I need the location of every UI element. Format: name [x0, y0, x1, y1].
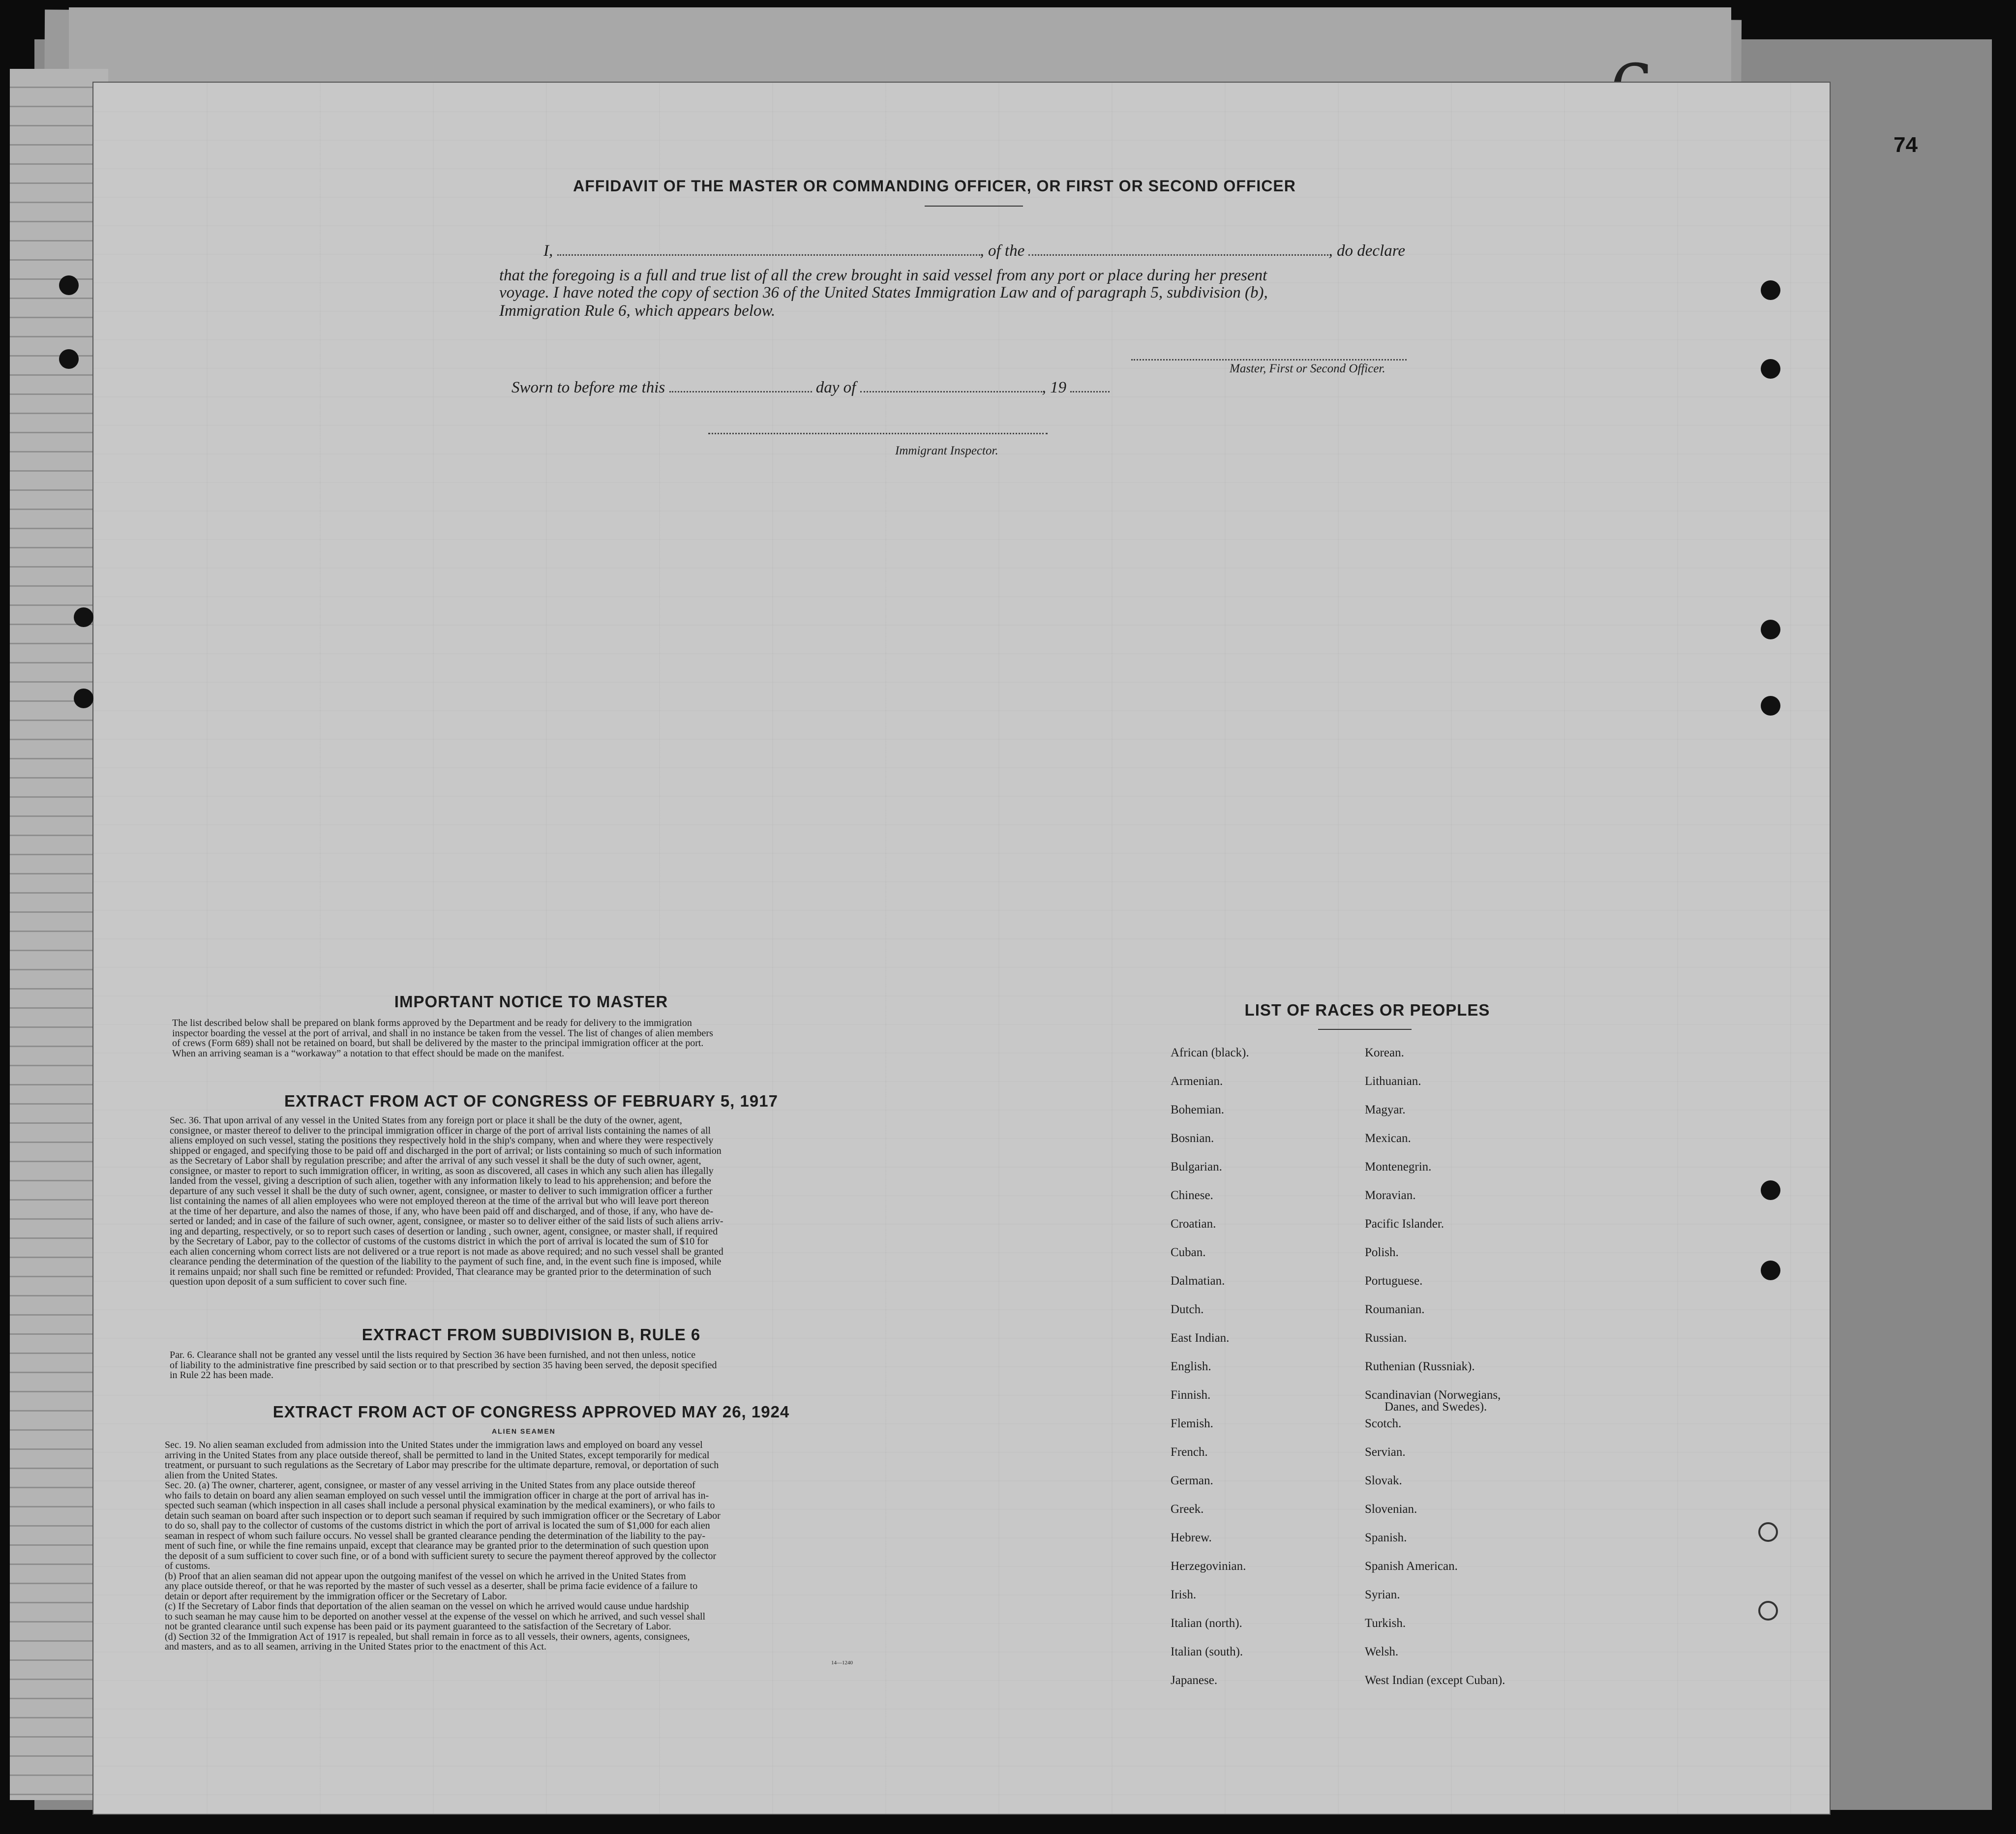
inspector-caption: Immigrant Inspector.: [895, 444, 998, 457]
race-entry: Roumanian.: [1365, 1303, 1425, 1316]
extract-rule6-title: EXTRACT FROM SUBDIVISION B, RULE 6: [361, 1325, 701, 1344]
sworn-label: Sworn to before me this: [512, 379, 665, 396]
extract-1917-line: consignee, or master thereof to deliver to the principal immigration officer in charge of the port of arrival lists containing the names of all: [170, 1125, 711, 1136]
race-entry: Scandinavian (Norwegians,: [1365, 1388, 1501, 1402]
extract-1917-line: aliens employed on such vessel, stating the positions they respectively hold in the ship's company, when and where they were respectively: [170, 1135, 714, 1146]
master-caption: Master, First or Second Officer.: [1230, 362, 1385, 375]
race-entry: Irish.: [1171, 1588, 1197, 1601]
race-entry: Spanish.: [1365, 1531, 1407, 1544]
extract-1917-line: at the time of her departure, and also the names of those, if any, who have been paid off and discharged, and of those, if any, who have de-: [170, 1205, 714, 1217]
extract-1924-line: arriving in the United States from any place outside thereof, shall be permitted to land in the United States, except temporarily for medical: [165, 1449, 710, 1461]
extract-1924-line: alien from the United States.: [165, 1470, 278, 1481]
extract-1917-line: consignee, or master to report to such immigration officer, in writing, as soon as discovered, all cases in which any such alien has illegally: [170, 1165, 714, 1176]
race-entry: Armenian.: [1171, 1075, 1223, 1088]
inspector-signature-line: [708, 423, 1048, 434]
race-entry: Greek.: [1171, 1503, 1204, 1516]
sworn-day-blank: [669, 381, 812, 392]
extract-1924-line: detain such seaman on board after such inspection or to deport such seaman if required by such immigration officer or the Secretary of Labor: [165, 1510, 721, 1521]
race-entry: Korean.: [1365, 1046, 1404, 1059]
race-entry: Italian (south).: [1171, 1645, 1243, 1658]
race-entry: Slovak.: [1365, 1474, 1402, 1487]
race-entry: Portuguese.: [1365, 1274, 1423, 1288]
race-entry: Turkish.: [1365, 1617, 1406, 1630]
extract-1924-line: spected such seaman (which inspection in all cases shall include a personal physical examination by the medical examiners), or who fails to: [165, 1500, 715, 1511]
race-entry: Bosnian.: [1171, 1132, 1214, 1145]
affidavit-body-2: voyage. I have noted the copy of section 36 of the United States Immigration Law and of paragraph 5, subdivision (b),: [499, 284, 1268, 301]
notice-text: [172, 1018, 905, 1058]
page-number: 74: [1894, 133, 1918, 157]
race-entry: Russian.: [1365, 1331, 1407, 1345]
punch-hole: [1761, 620, 1780, 639]
extract-1917-line: clearance pending the determination of the question of the liability to the payment of such fine, and, in the event such fine is imposed, while: [170, 1256, 722, 1267]
race-entry: Montenegrin.: [1365, 1160, 1432, 1173]
punch-hole: [74, 689, 93, 708]
extract-rule6-line: in Rule 22 has been made.: [170, 1370, 274, 1381]
extract-1917-line: shipped or engaged, and specifying those to be paid off and discharged in the port of arrival; or lists containing so much of such information: [170, 1145, 722, 1156]
notice-line: The list described below shall be prepared on blank forms approved by the Department and be ready for delivery to the immigration: [172, 1018, 692, 1028]
extract-1917-line: landed from the vessel, giving a description of such alien, together with any information likely to lead to his apprehension; and before the: [170, 1175, 711, 1186]
race-entry: Lithuanian.: [1365, 1075, 1421, 1088]
race-entry: Mexican.: [1365, 1132, 1411, 1145]
extract-1924-line: (d) Section 32 of the Immigration Act of 1917 is repealed, but shall remain in force as to all vessels, their owners, agents, consignees,: [165, 1631, 690, 1642]
punch-hole: [59, 349, 79, 369]
extract-1924-line: seaman in respect of whom such failure occurs. No vessel shall be granted clearance pending the determination of the liability to the pay-: [165, 1530, 706, 1541]
name-blank: [557, 244, 980, 256]
race-entry: Ruthenian (Russniak).: [1365, 1360, 1475, 1373]
vessel-blank: [1028, 244, 1328, 256]
title-rule: [925, 206, 1023, 207]
extract-1924-line: of customs.: [165, 1561, 211, 1571]
race-entry: Chinese.: [1171, 1189, 1213, 1202]
race-entry: Dalmatian.: [1171, 1274, 1225, 1288]
notice-line: inspector boarding the vessel at the port of arrival, and shall in no instance be taken from the vessel. The list of changes of alien members: [172, 1027, 713, 1039]
race-entry: Finnish.: [1171, 1388, 1211, 1402]
races-title-rule: [1318, 1029, 1412, 1030]
extract-1924-line: (c) If the Secretary of Labor finds that deportation of the alien seaman on the vessel on which he arrived would cause undue hardship: [165, 1601, 689, 1612]
extract-1924-line: (b) Proof that an alien seaman did not appear upon the outgoing manifest of the vessel on which he arrived in the United States from: [165, 1570, 686, 1582]
punch-hole: [1758, 1522, 1778, 1542]
alien-seamen-subtitle: ALIEN SEAMEN: [492, 1427, 556, 1435]
affidavit-i: I,: [543, 242, 553, 260]
race-entry: Syrian.: [1365, 1588, 1400, 1601]
race-entry: Italian (north).: [1171, 1617, 1242, 1630]
race-entry: German.: [1171, 1474, 1213, 1487]
extract-1924-line: to such seaman he may cause him to be deported on another vessel at the expense of the vessel on which he arrived, and such vessel shall: [165, 1611, 706, 1622]
race-entry: Moravian.: [1365, 1189, 1416, 1202]
races-title: LIST OF RACES OR PEOPLES: [1244, 1001, 1490, 1019]
race-entry: Hebrew.: [1171, 1531, 1212, 1544]
notice-line: When an arriving seaman is a “workaway” a notation to that effect should be made on the manifest.: [172, 1048, 565, 1059]
affidavit-of-the: , of the: [980, 242, 1025, 260]
affidavit-body-1: that the foregoing is a full and true list of all the crew brought in said vessel from any port or place during her present: [499, 267, 1267, 284]
race-entry: West Indian (except Cuban).: [1365, 1674, 1505, 1687]
extract-1924-title: EXTRACT FROM ACT OF CONGRESS APPROVED MAY 26, 1924: [272, 1403, 790, 1421]
race-entry: Pacific Islander.: [1365, 1217, 1444, 1231]
extract-1924-line: Sec. 19. No alien seaman excluded from admission into the United States under the immigration laws and employed on board any vessel: [165, 1440, 703, 1450]
punch-hole: [1758, 1601, 1778, 1621]
extract-1924-line: and masters, and as to all seamen, arriving in the United States prior to the enactment of this Act.: [165, 1641, 546, 1652]
race-entry: Servian.: [1365, 1445, 1406, 1459]
race-entry: Bulgarian.: [1171, 1160, 1222, 1173]
extract-1924-line: treatment, or pursuant to such regulations as the Secretary of Labor may prescribe for the ultimate departure, removal, or deportation of such: [165, 1460, 719, 1471]
punch-hole: [59, 275, 79, 295]
race-entry: Herzegovinian.: [1171, 1560, 1246, 1573]
punch-hole: [1761, 280, 1780, 300]
extract-rule6-line: of liability to the administrative fine prescribed by said section or to that prescribed by section 35 having been served, the deposit specified: [170, 1359, 717, 1371]
extract-1917-line: serted or landed; and in case of the failure of such owner, agent, consignee, or master so to deliver either of the said lists of such aliens arriv-: [170, 1216, 723, 1227]
extract-1917-line: it remains unpaid; nor shall such fine be remitted or refunded: Provided, That clearance may be granted prior to the determination of such: [170, 1266, 711, 1277]
race-entry: Slovenian.: [1365, 1503, 1417, 1516]
race-entry: Dutch.: [1171, 1303, 1204, 1316]
extract-1917-line: list containing the names of all alien employees who were not employed thereon at the time of the arrival but who will leave port thereon: [170, 1196, 709, 1206]
extract-1924-line: who fails to detain on board any alien seaman employed on such vessel until the immigration officer in charge at the port of arrival has in-: [165, 1490, 709, 1501]
year-label: , 19: [1042, 379, 1067, 396]
race-entry-continued: Danes, and Swedes).: [1384, 1400, 1487, 1413]
race-entry: Welsh.: [1365, 1645, 1399, 1658]
extract-1917-title: EXTRACT FROM ACT OF CONGRESS OF FEBRUARY 5, 1917: [284, 1092, 778, 1110]
extract-1924-line: Sec. 20. (a) The owner, charterer, agent, consignee, or master of any vessel arriving in the United States from any place outside thereof: [165, 1480, 695, 1491]
extract-1924-line: detain or deport after requirement by the immigration officer or the Secretary of Labor.: [165, 1591, 508, 1602]
punch-hole: [74, 607, 93, 627]
race-entry: French.: [1171, 1445, 1208, 1459]
race-entry: Flemish.: [1171, 1417, 1213, 1430]
punch-hole: [1761, 1261, 1780, 1280]
sworn-line: [512, 378, 1110, 397]
extract-1924-text: [165, 1440, 905, 1652]
day-of-label: day of: [815, 379, 856, 396]
affidavit-declare-line: [543, 241, 1453, 261]
race-entry: Croatian.: [1171, 1217, 1216, 1231]
affidavit-title: AFFIDAVIT OF THE MASTER OR COMMANDING OFFICER, OR FIRST OR SECOND OFFICER: [573, 177, 1296, 195]
extract-1917-line: each alien concerning whom correct lists are not delivered or a true report is not made as above required; and no such vessel shall be granted: [170, 1246, 723, 1257]
punch-hole: [1761, 359, 1780, 379]
extract-1917-line: departure of any such vessel it shall be the duty of such owner, agent, consignee, or master to deliver to such immigration officer a further: [170, 1185, 713, 1197]
form-number: 14—1240: [831, 1660, 853, 1666]
punch-hole: [1761, 1180, 1780, 1200]
race-entry: Japanese.: [1171, 1674, 1218, 1687]
extract-1924-line: not be granted clearance until such expense has been paid or its payment guaranteed to the satisfaction of the Secretary of Labor.: [165, 1621, 671, 1632]
race-entry: Cuban.: [1171, 1246, 1206, 1259]
year-blank: [1070, 381, 1110, 392]
race-entry: Scotch.: [1365, 1417, 1402, 1430]
notice-line: of crews (Form 689) shall not be retained on board, but shall be delivered by the master to the principal immigration officer at the port.: [172, 1038, 704, 1049]
extract-rule6-text: [170, 1350, 905, 1381]
extract-1917-line: by the Secretary of Labor, pay to the collector of customs of the customs district in which the port of arrival is located the sum of $10 for: [170, 1236, 709, 1247]
punch-hole: [1761, 696, 1780, 716]
race-entry: Polish.: [1365, 1246, 1399, 1259]
sworn-month-blank: [860, 381, 1042, 392]
race-entry: East Indian.: [1171, 1331, 1230, 1345]
affidavit-do-declare: , do declare: [1328, 242, 1405, 260]
race-entry: African (black).: [1171, 1046, 1249, 1059]
race-entry: Bohemian.: [1171, 1103, 1225, 1116]
extract-1924-line: to do so, shall pay to the collector of customs of the customs district in which the port of arrival is located the sum of $1,000 for each alien: [165, 1520, 710, 1531]
race-entry: Spanish American.: [1365, 1560, 1458, 1573]
race-entry: Magyar.: [1365, 1103, 1406, 1116]
extract-1924-line: any place outside thereof, or that he was reported by the master of such vessel as a deserter, shall be prima facie evidence of a failure to: [165, 1581, 698, 1592]
race-entry: English.: [1171, 1360, 1211, 1373]
extract-1917-line: question upon deposit of a sum sufficient to cover such fine.: [170, 1276, 407, 1287]
extract-1917-line: Sec. 36. That upon arrival of any vessel in the United States from any foreign port or place it shall be the duty of the owner, agent,: [170, 1115, 682, 1126]
extract-rule6-line: Par. 6. Clearance shall not be granted any vessel until the lists required by Section 36 have been furnished, and not then unless, notice: [170, 1350, 696, 1360]
notice-title: IMPORTANT NOTICE TO MASTER: [394, 992, 668, 1011]
extract-1917-line: ing and departing, respectively, or so to report such cases of desertion or landing , such owner, agent, consignee, or master shall, if required: [170, 1226, 718, 1237]
extract-1917-text: [170, 1115, 905, 1287]
extract-1924-line: ment of such fine, or while the fine remains unpaid, except that clearance may be granted prior to the determination of such question upon: [165, 1540, 709, 1551]
extract-1917-line: as the Secretary of Labor shall by regulation prescribe; and after the arrival of any such vessel it shall be the duty of such owner, agent,: [170, 1155, 701, 1166]
extract-1924-line: the deposit of a sum sufficient to cover such fine, or of a bond with sufficient surety to secure the payment thereof approved by the collector: [165, 1550, 717, 1562]
affidavit-body-3: Immigration Rule 6, which appears below.: [499, 302, 776, 320]
